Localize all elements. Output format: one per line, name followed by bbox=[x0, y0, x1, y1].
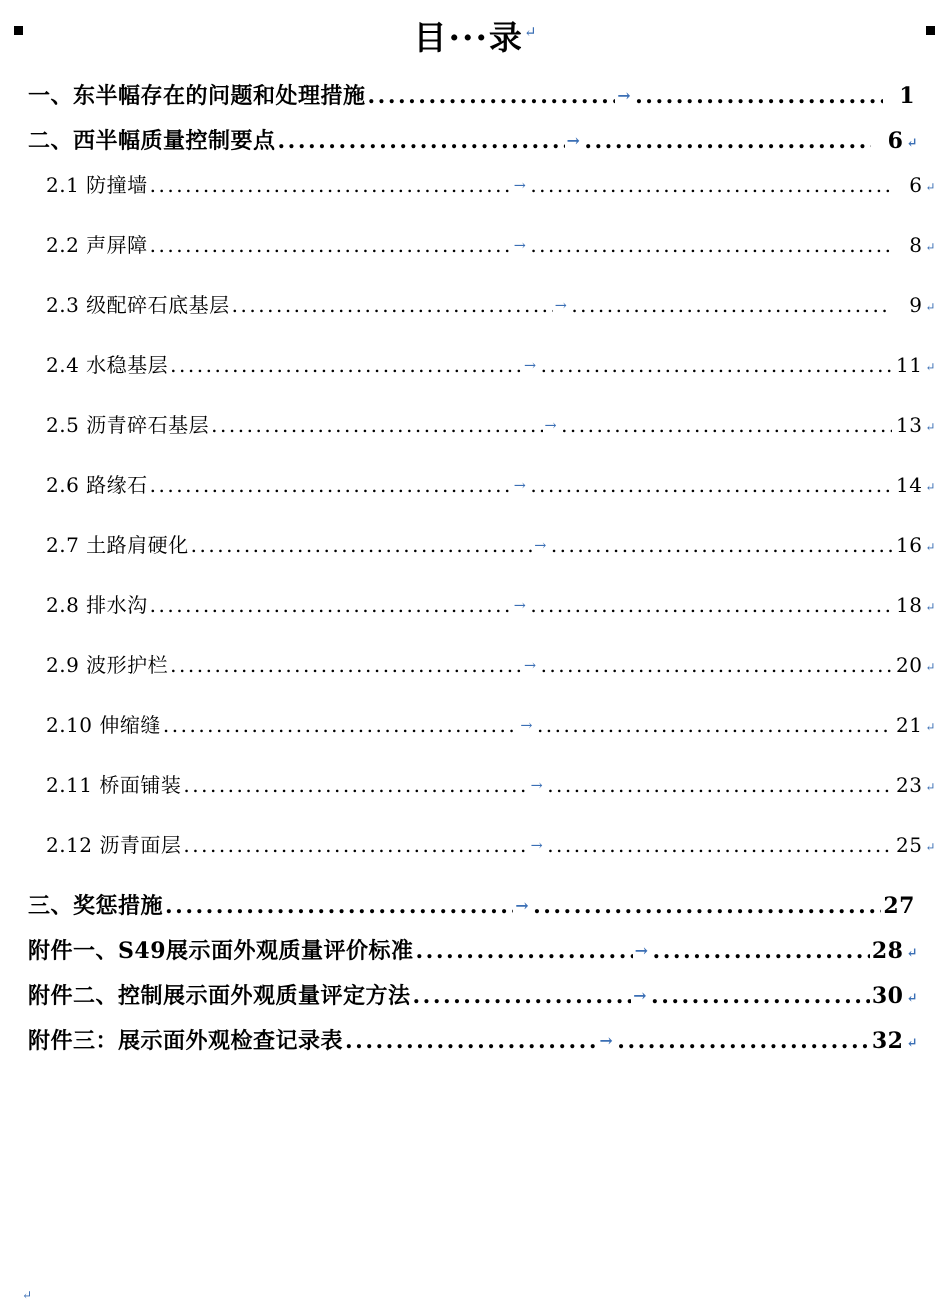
toc-entry[interactable] bbox=[28, 529, 936, 558]
tab-arrow-icon: → bbox=[513, 478, 527, 494]
toc-leader-dots bbox=[617, 1028, 870, 1050]
toc-leader-dots bbox=[183, 833, 528, 853]
toc-leader-dots bbox=[170, 353, 522, 373]
toc-leader-dots bbox=[530, 473, 892, 493]
toc-leader-dots bbox=[635, 83, 883, 105]
toc-leader-dots bbox=[541, 353, 893, 373]
tab-arrow-icon: → bbox=[544, 418, 558, 434]
toc-leader-dots bbox=[232, 293, 553, 313]
pilcrow-mark: ↵ bbox=[906, 991, 918, 1006]
pilcrow-mark: ↵ bbox=[523, 23, 539, 41]
crop-mark-top-left bbox=[14, 26, 23, 35]
tab-arrow-icon: → bbox=[515, 896, 530, 915]
tab-arrow-icon: → bbox=[634, 941, 649, 960]
toc-entry-label: 2.4 水稳基层 bbox=[46, 353, 169, 377]
toc-entry-label: 2.11 桥面铺装 bbox=[46, 773, 182, 797]
toc-entry-label: 附件一、S49展示面外观质量评价标准 bbox=[28, 938, 414, 964]
toc-entry[interactable] bbox=[28, 169, 936, 198]
toc-page-number: 9 bbox=[909, 293, 923, 317]
toc-entry[interactable] bbox=[28, 229, 936, 258]
tab-arrow-icon: → bbox=[520, 718, 533, 734]
tab-arrow-icon: → bbox=[513, 238, 527, 254]
pilcrow-mark: ↵ bbox=[925, 480, 936, 494]
tab-arrow-icon: → bbox=[530, 778, 544, 794]
toc-page-number: 30 bbox=[871, 983, 904, 1009]
toc-page-number: 32 bbox=[871, 1028, 904, 1054]
toc-entry[interactable] bbox=[28, 409, 936, 438]
pilcrow-mark: ↵ bbox=[925, 300, 936, 314]
toc-entry-label: 2.2 声屏障 bbox=[46, 233, 148, 257]
tab-arrow-icon: → bbox=[599, 1031, 614, 1050]
toc-page-number: 27 bbox=[883, 893, 915, 919]
toc-leader-dots bbox=[530, 233, 892, 253]
toc-leader-dots bbox=[584, 128, 871, 150]
toc-entry-label: 2.7 土路肩硬化 bbox=[46, 533, 189, 557]
toc-entry-label: 2.6 路缘石 bbox=[46, 473, 148, 497]
toc-entry[interactable] bbox=[28, 934, 918, 965]
pilcrow-mark: ↵ bbox=[925, 720, 936, 734]
toc-page-number: 28 bbox=[871, 938, 904, 964]
toc-entry[interactable] bbox=[28, 79, 918, 110]
toc-leader-dots bbox=[547, 773, 892, 793]
toc-leader-dots bbox=[170, 653, 522, 673]
tab-arrow-icon: → bbox=[524, 358, 537, 374]
toc-leader-dots bbox=[345, 1028, 598, 1050]
pilcrow-mark: ↵ bbox=[925, 600, 936, 614]
toc-entry-label: 附件三：展示面外观检查记录表 bbox=[28, 1028, 344, 1054]
toc-leader-dots bbox=[551, 533, 893, 553]
toc-leader-dots bbox=[165, 893, 513, 915]
tab-arrow-icon: → bbox=[513, 598, 527, 614]
toc-entry[interactable] bbox=[28, 124, 918, 155]
toc-leader-dots bbox=[530, 173, 892, 193]
toc-entry[interactable] bbox=[28, 349, 936, 378]
toc-leader-dots bbox=[150, 233, 512, 253]
toc-entry-label: 三、奖惩措施 bbox=[28, 893, 164, 919]
toc-leader-dots bbox=[416, 938, 633, 960]
toc-entry[interactable] bbox=[28, 589, 936, 618]
toc-leader-dots bbox=[541, 653, 893, 673]
tab-arrow-icon: → bbox=[566, 131, 581, 150]
toc-page-number: 25 bbox=[895, 833, 923, 857]
toc-leader-dots bbox=[163, 713, 518, 733]
toc-page-number: 13 bbox=[895, 413, 923, 437]
pilcrow-mark: ↵ bbox=[925, 540, 936, 554]
toc-leader-dots bbox=[413, 983, 632, 1005]
toc-leader-dots bbox=[651, 983, 870, 1005]
toc-entry[interactable] bbox=[28, 769, 936, 798]
tab-arrow-icon: → bbox=[617, 86, 632, 105]
toc-leader-dots bbox=[653, 938, 870, 960]
page-title bbox=[0, 0, 952, 59]
page-title-text: 目···录 bbox=[413, 18, 524, 57]
pilcrow-mark: ↵ bbox=[906, 136, 918, 151]
toc-leader-dots bbox=[211, 413, 542, 433]
toc-entry-label: 2.8 排水沟 bbox=[46, 593, 148, 617]
toc-entry-label: 2.3 级配碎石底基层 bbox=[46, 293, 230, 317]
toc-page-number: 20 bbox=[895, 653, 923, 677]
toc-page-number: 23 bbox=[895, 773, 923, 797]
toc-page-number: 8 bbox=[909, 233, 923, 257]
pilcrow-mark: ↵ bbox=[925, 240, 936, 254]
footer-pilcrow: ↵ bbox=[22, 1288, 33, 1302]
tab-arrow-icon: → bbox=[513, 178, 527, 194]
tab-arrow-icon: → bbox=[633, 986, 648, 1005]
toc-leader-dots bbox=[150, 173, 512, 193]
toc-leader-dots bbox=[530, 593, 892, 613]
toc-page-number: 6 bbox=[887, 128, 904, 154]
toc-page-number: 16 bbox=[895, 533, 923, 557]
toc-leader-dots bbox=[561, 413, 892, 433]
table-of-contents bbox=[0, 79, 952, 1055]
toc-entry-label: 附件二、控制展示面外观质量评定方法 bbox=[28, 983, 411, 1009]
toc-leader-dots bbox=[533, 893, 881, 915]
tab-arrow-icon: → bbox=[524, 658, 537, 674]
toc-leader-dots bbox=[368, 83, 616, 105]
toc-leader-dots bbox=[547, 833, 892, 853]
toc-entry-label: 一、东半幅存在的问题和处理措施 bbox=[28, 83, 366, 109]
toc-page-number: 14 bbox=[895, 473, 923, 497]
toc-entry-label: 二、西半幅质量控制要点 bbox=[28, 128, 276, 154]
toc-leader-dots bbox=[150, 473, 512, 493]
toc-page-number: 21 bbox=[895, 713, 923, 737]
toc-leader-dots bbox=[183, 773, 528, 793]
toc-entry[interactable] bbox=[28, 1024, 918, 1055]
toc-entry[interactable] bbox=[28, 289, 936, 318]
pilcrow-mark: ↵ bbox=[925, 180, 936, 194]
toc-entry[interactable] bbox=[28, 469, 936, 498]
toc-page-number: 18 bbox=[895, 593, 923, 617]
toc-entry[interactable] bbox=[28, 979, 918, 1010]
toc-page-number: 11 bbox=[895, 353, 923, 377]
pilcrow-mark: ↵ bbox=[925, 660, 936, 674]
toc-entry[interactable] bbox=[28, 649, 936, 678]
tab-arrow-icon: → bbox=[534, 538, 547, 554]
pilcrow-mark: ↵ bbox=[925, 420, 936, 434]
pilcrow-mark: ↵ bbox=[925, 840, 936, 854]
toc-entry[interactable] bbox=[28, 889, 918, 920]
toc-entry[interactable] bbox=[28, 709, 936, 738]
toc-entry-label: 2.9 波形护栏 bbox=[46, 653, 169, 677]
tab-arrow-icon: → bbox=[530, 838, 544, 854]
toc-leader-dots bbox=[191, 533, 533, 553]
toc-entry-label: 2.5 沥青碎石基层 bbox=[46, 413, 210, 437]
toc-entry-label: 2.10 伸缩缝 bbox=[46, 713, 161, 737]
crop-mark-top-right bbox=[926, 26, 935, 35]
toc-entry-label: 2.1 防撞墙 bbox=[46, 173, 148, 197]
toc-page-number: 6 bbox=[909, 173, 923, 197]
toc-leader-dots bbox=[537, 713, 892, 733]
pilcrow-mark: ↵ bbox=[906, 946, 918, 961]
toc-entry-label: 2.12 沥青面层 bbox=[46, 833, 182, 857]
toc-leader-dots bbox=[150, 593, 512, 613]
toc-page-number: 1 bbox=[899, 83, 915, 109]
tab-arrow-icon: → bbox=[554, 298, 568, 314]
toc-leader-dots bbox=[278, 128, 565, 150]
pilcrow-mark: ↵ bbox=[925, 780, 936, 794]
pilcrow-mark: ↵ bbox=[906, 1036, 918, 1051]
pilcrow-mark: ↵ bbox=[925, 360, 936, 374]
toc-entry[interactable] bbox=[28, 829, 936, 858]
toc-leader-dots bbox=[571, 293, 892, 313]
